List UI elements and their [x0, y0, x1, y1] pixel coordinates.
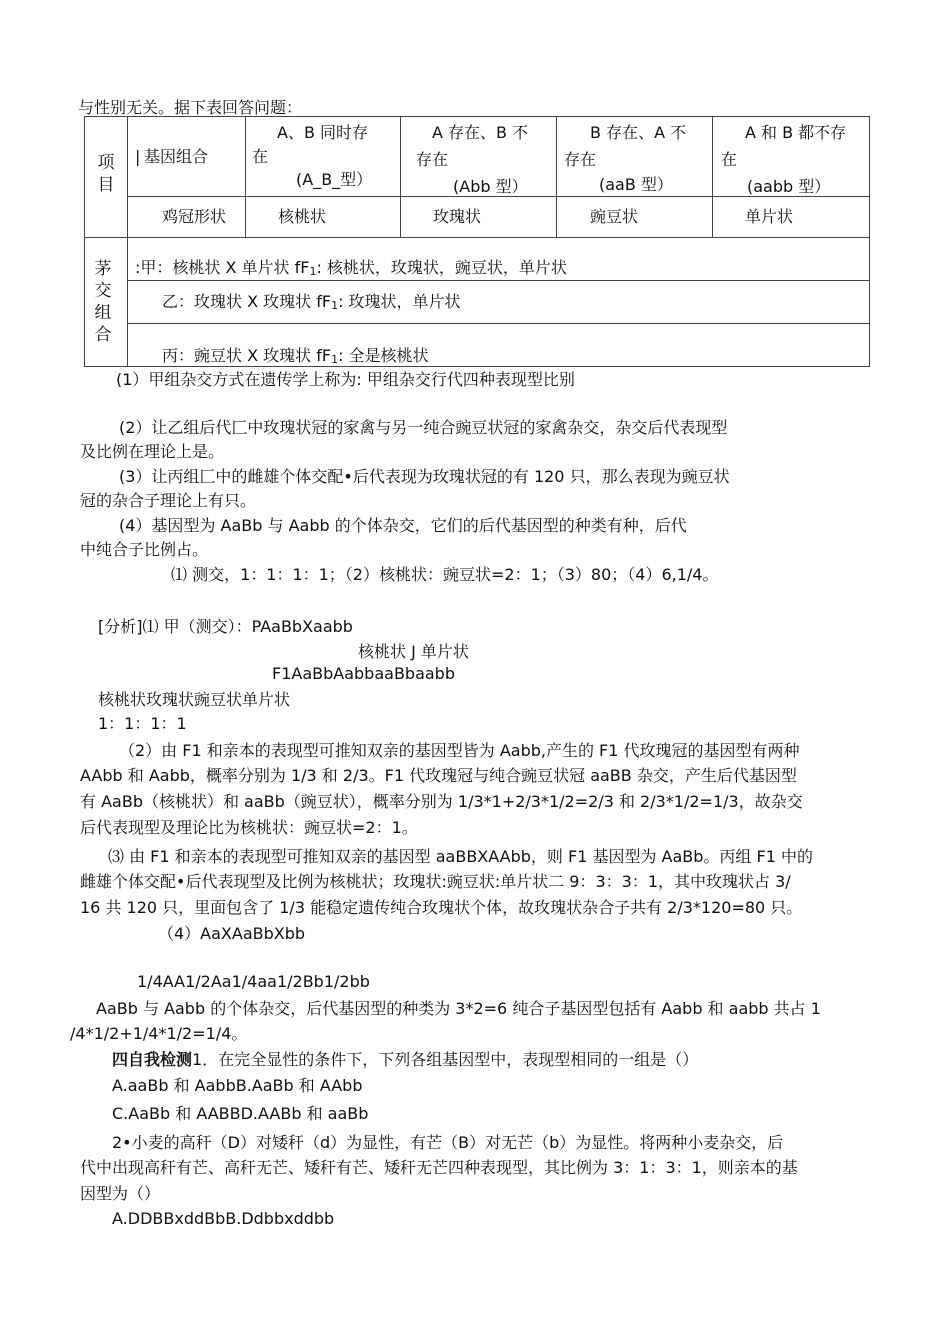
self-check-heading: 四自我检测	[112, 1050, 193, 1069]
question-3-line2: 冠的杂合子理论上有只。	[80, 491, 257, 510]
type-Abb-line1: A 存在、B 不	[432, 123, 529, 142]
self-check-q2-options: A.DDBBxddBbB.Ddbbxddbb	[112, 1209, 335, 1228]
header-mark: |	[135, 147, 141, 166]
analysis-3-line1: ⑶ 由 F1 和亲本的表现型可推知双亲的基因型 aaBBXAAbb，则 F1 基因型为 AaBb。丙组 F1 中的	[108, 847, 813, 866]
intro-text: 与性别无关。据下表回答问题：	[78, 98, 303, 117]
question-4-line1: (4）基因型为 AaBb 与 Aabb 的个体杂交，它们的后代基因型的种类有种，后代	[119, 516, 687, 535]
question-4-line2: 中纯合子比例占。	[80, 540, 209, 559]
type-Abb-line2: 存在	[416, 150, 449, 169]
analysis-2-line1: （2）由 F1 和亲本的表现型可推知双亲的基因型皆为 Aabb,产生的 F1 代玫瑰冠的基因型有两种	[119, 741, 800, 760]
analysis-1-line5: 1：1：1：1	[98, 714, 187, 733]
trait-label: 鸡冠形状	[162, 207, 227, 226]
type-AB-line1: A、B 同时存	[277, 123, 369, 142]
analysis-4-line3: AaBb 与 Aabb 的个体杂交，后代基因型的种类为 3*2=6 纯合子基因型包括有 Aabb 和 aabb 共占 1	[96, 999, 821, 1018]
answer-line: ⑴ 测交，1：1：1：1；（2）核桃状：豌豆状=2：1；（3）80；（4）6,1/4。	[171, 565, 719, 584]
self-check-q2-line1: 2•小麦的高秆（D）对矮秆（d）为显性，有芒（B）对无芒（b）为显性。将两种小麦杂交，后	[112, 1133, 784, 1152]
analysis-1-line4: 核桃状玫瑰状豌豆状单片状	[98, 690, 291, 709]
self-check-q2-line3: 因型为（）	[80, 1184, 161, 1203]
question-2-line1: (2）让乙组后代匚中玫瑰状冠的家禽与另一纯合豌豆状冠的家禽杂交，杂交后代表现型	[119, 418, 728, 437]
question-1: (1）甲组杂交方式在遗传学上称为: 甲组杂交行代四种表现型比别	[116, 370, 575, 389]
question-3-line1: (3）让丙组匚中的雌雄个体交配•后代表现为玫瑰状冠的有 120 只，那么表现为豌豆状	[119, 467, 730, 486]
analysis-1-line2: 核桃状 J 单片状	[358, 642, 469, 661]
self-check-q1-options-ab: A.aaBb 和 AabbB.AaBb 和 AAbb	[112, 1076, 363, 1095]
self-check-q1-options-cd: C.AaBb 和 AABBD.AABb 和 aaBb	[112, 1104, 369, 1123]
type-AB-line3: (A_B_型）	[296, 170, 373, 189]
cross-yi: 乙：玫瑰状 X 玫瑰状 fF1: 玫瑰状，单片状	[162, 292, 461, 312]
analysis-3-line2: 雌雄个体交配•后代表现型及比例为核桃状；玫瑰状:豌豆状:单片状二 9：3：3：1，其中玫瑰状占 3/	[80, 872, 791, 891]
trait-walnut: 核桃状	[278, 207, 327, 226]
trait-single: 单片状	[745, 207, 794, 226]
type-AB-line2: 在	[252, 147, 269, 166]
type-Abb-line3: (Abb 型）	[453, 177, 528, 196]
trait-pea: 豌豆状	[590, 207, 639, 226]
self-check-q2-line2: 代中出现高秆有芒、高秆无芒、矮秆有芒、矮秆无芒四种表现型，其比例为 3：1：3：1，则亲本的基	[80, 1158, 798, 1177]
type-aaB-line1: B 存在、A 不	[590, 123, 687, 142]
row-label-xiangmu: 项目	[97, 153, 115, 195]
type-aabb-line3: (aabb 型）	[747, 177, 831, 196]
header-genotype-combo: 基因组合	[144, 147, 209, 166]
type-aabb-line2: 在	[721, 150, 738, 169]
question-2-line2: 及比例在理论上是。	[80, 442, 225, 461]
analysis-2-line3: 有 AaBb（核桃状）和 aaBb（豌豆状），概率分别为 1/3*1+2/3*1/2=2/3 和 2/3*1/2=1/3，故杂交	[80, 792, 803, 811]
row-label-cross-groups: 茅交组合	[94, 259, 112, 345]
self-check-q1: 四自我检测1．在完全显性的条件下，下列各组基因型中，表现型相同的一组是（）	[112, 1050, 699, 1069]
trait-rose: 玫瑰状	[433, 207, 482, 226]
analysis-2-line2: AAbb 和 Aabb，概率分别为 1/3 和 2/3。F1 代玫瑰冠与纯合豌豆状冠 aaBB 杂交，产生后代基因型	[80, 766, 797, 785]
type-aabb-line1: A 和 B 都不存	[745, 123, 847, 142]
analysis-4-line4: /4*1/2+1/4*1/2=1/4。	[70, 1024, 248, 1043]
type-aaB-line3: (aaB 型）	[599, 175, 673, 194]
analysis-3-line3: 16 共 120 只，里面包含了 1/3 能稳定遗传纯合玫瑰状个体，故玫瑰状杂合子共有 2/3*120=80 只。	[80, 898, 803, 917]
analysis-1-line3: F1AaBbAabbaaBbaabb	[272, 664, 455, 683]
cross-bing: 丙：豌豆状 X 玫瑰状 fF1: 全是核桃状	[162, 346, 429, 366]
analysis-4-line2: 1/4AA1/2Aa1/4aa1/2Bb1/2bb	[137, 972, 370, 991]
analysis-4-line1: （4）AaXAaBbXbb	[158, 924, 306, 943]
analysis-2-line4: 后代表现型及理论比为核桃状：豌豆状=2：1。	[80, 818, 418, 837]
type-aaB-line2: 存在	[564, 150, 597, 169]
analysis-1-line1: [分析]⑴ 甲（测交）：PAaBbXaabb	[98, 617, 353, 636]
cross-jia: :甲：核桃状 X 单片状 fF1: 核桃状，玫瑰状，豌豆状，单片状	[135, 258, 567, 278]
